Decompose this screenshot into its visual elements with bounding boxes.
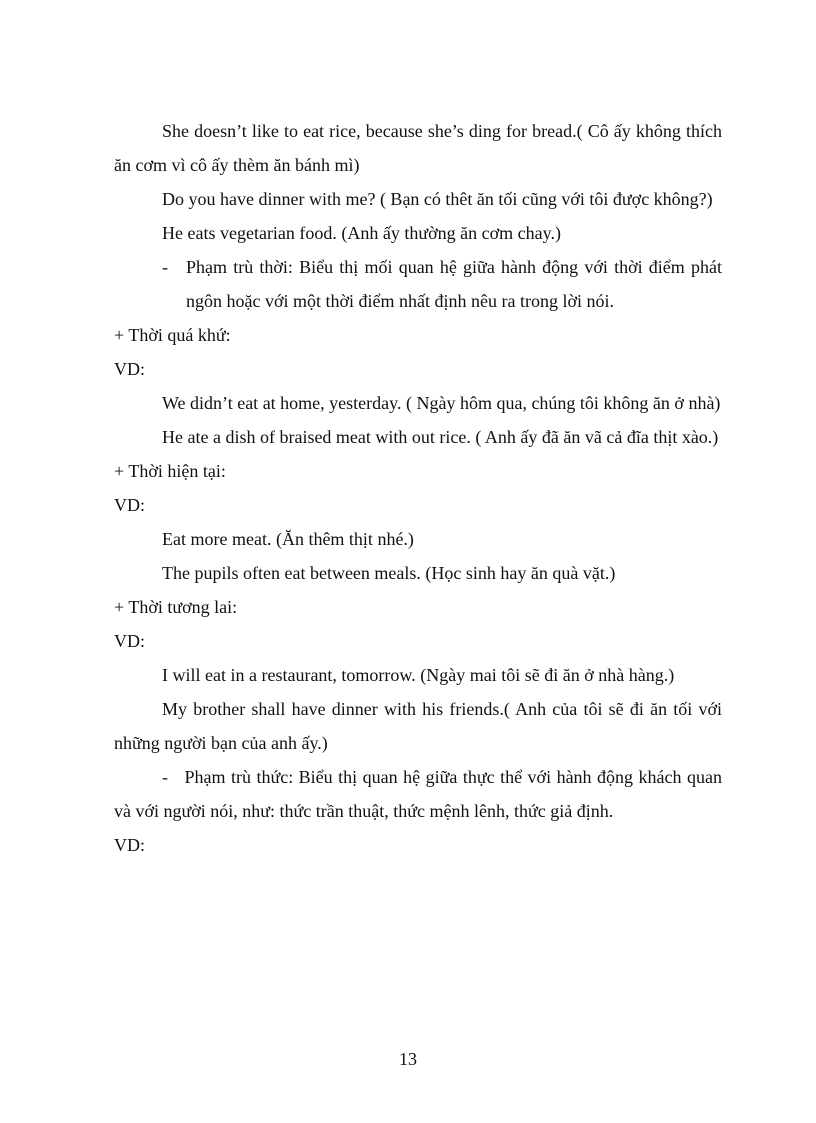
vd-label: VD: bbox=[114, 495, 145, 515]
bullet-mood-text: Phạm trù thức: Biểu thị quan hệ giữa thực thể với hành động khách quan và với người nói, như: thức trần thuật, thức mệnh lênh, thức giả định. bbox=[114, 767, 722, 821]
bullet-mood-category bbox=[114, 760, 722, 828]
heading-present-tense: + Thời hiện tại: bbox=[114, 461, 226, 481]
page-body bbox=[114, 114, 722, 862]
vd-label: VD: bbox=[114, 835, 145, 855]
example-sentence-meat: Eat more meat. (Ăn thêm thịt nhé.) bbox=[162, 529, 414, 549]
example-sentence-pupils: The pupils often eat between meals. (Học sinh hay ăn quà vặt.) bbox=[162, 563, 616, 583]
example-sentence-restaurant: I will eat in a restaurant, tomorrow. (Ngày mai tôi sẽ đi ăn ở nhà hàng.) bbox=[162, 665, 675, 685]
heading-past-tense: + Thời quá khứ: bbox=[114, 325, 231, 345]
example-sentence-home: We didn’t eat at home, yesterday. ( Ngày hôm qua, chúng tôi không ăn ở nhà) bbox=[162, 393, 721, 413]
example-sentence-braised-meat: He ate a dish of braised meat with out rice. ( Anh ấy đã ăn vã cả đĩa thịt xào.) bbox=[162, 427, 719, 447]
example-sentence-brother: My brother shall have dinner with his friends.( Anh của tôi sẽ đi ăn tối với những người bạn của anh ấy.) bbox=[114, 699, 722, 753]
example-sentence-vegetarian: He eats vegetarian food. (Anh ấy thường ăn cơm chay.) bbox=[162, 223, 561, 243]
heading-future-tense: + Thời tương lai: bbox=[114, 597, 238, 617]
example-sentence-rice: She doesn’t like to eat rice, because she’s ding for bread.( Cô ấy không thích ăn cơm vì cô ấy thèm ăn bánh mì) bbox=[114, 121, 722, 175]
vd-label: VD: bbox=[114, 631, 145, 651]
page-number: 13 bbox=[399, 1049, 417, 1069]
vd-label: VD: bbox=[114, 359, 145, 379]
bullet-dash: - bbox=[162, 257, 168, 277]
bullet-dash: - bbox=[162, 767, 168, 787]
bullet-tense-category bbox=[114, 250, 722, 318]
example-sentence-dinner: Do you have dinner with me? ( Bạn có thêt ăn tối cũng với tôi được không?) bbox=[162, 189, 713, 209]
bullet-tense-text: Phạm trù thời: Biểu thị mối quan hệ giữa hành động với thời điểm phát ngôn hoặc với một thời điểm nhất định nêu ra trong lời nói. bbox=[186, 257, 722, 311]
